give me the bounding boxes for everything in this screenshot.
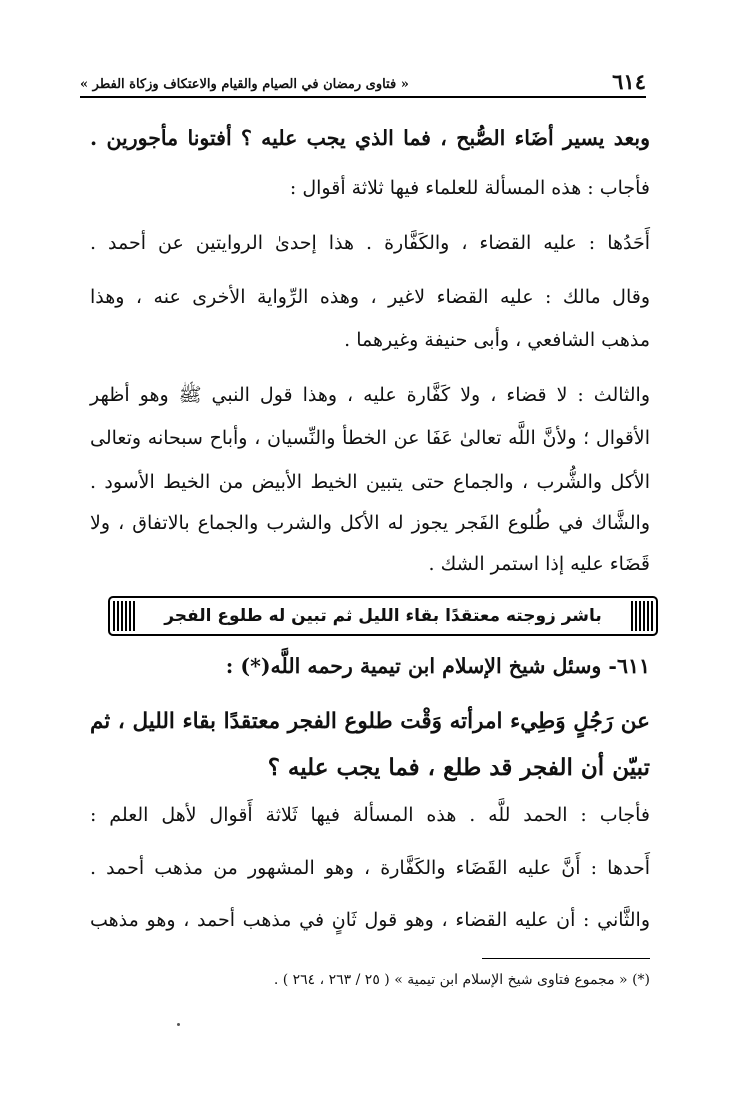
banner-ornament-right [631, 601, 653, 631]
body-line: أَحَدُها : عليه القضاء ، والكَفَّارة . هذا إحدىٰ الروايتين عن أحمد . [90, 232, 650, 254]
body-line: مذهب الشافعي ، وأبى حنيفة وغيرهما . [344, 329, 650, 351]
body-line: وقال مالك : عليه القضاء لاغير ، وهذه الرِّواية الأخرى عنه ، وهذا [90, 286, 650, 308]
question-line: تبيّن أن الفجر قد طلع ، فما يجب عليه ؟ [267, 754, 650, 781]
fatwa-heading: ٦١١- وسئل شيخ الإسلام ابن تيمية رحمه اللَّه(*) : [225, 654, 650, 678]
answer-line: فأجاب : الحمد للَّه . هذه المسألة فيها ثَلاثة أَقوال لأهل العلم : [90, 804, 650, 826]
footnote: (*) « مجموع فتاوى شيخ الإسلام ابن تيمية » ( ٢٥ / ٢٦٣ ، ٢٦٤ ) . [273, 972, 650, 988]
scan-speck [177, 1023, 180, 1026]
body-line: فأجاب : هذه المسألة للعلماء فيها ثلاثة أقوال : [289, 177, 650, 199]
body-line: الأقوال ؛ ولأنَّ اللَّه تعالىٰ عَفَا عن الخطأ والنِّسيان ، وأباح سبحانه وتعالى [90, 427, 650, 449]
banner-title: باشر زوجته معتقدًا بقاء الليل ثم تبين له طلوع الفجر [164, 606, 602, 626]
body-line: والثالث : لا قضاء ، ولا كَفَّارة عليه ، وهذا قول النبي ﷺ وهو أظهر [90, 384, 650, 406]
body-line: الأكل والشُّرب ، والجماع حتى يتبين الخيط الأبيض من الخيط الأسود . [90, 471, 650, 493]
body-line: وبعد يسير أضَاء الصُّبح ، فما الذي يجب عليه ؟ أفتونا مأجورين . [90, 126, 650, 150]
body-line: والشَّاك في طُلوع الفَجر يجوز له الأكل والشرب والجماع بالاتفاق ، ولا [90, 512, 650, 534]
footnote-rule [482, 958, 650, 959]
answer-line: والثَّاني : أن عليه القضاء ، وهو قول ثَانٍ في مذهب أحمد ، وهو مذهب [90, 909, 650, 931]
section-banner [108, 596, 658, 636]
running-title: « فتاوى رمضان في الصيام والقيام والاعتكاف وزكاة الفطر » [80, 77, 409, 92]
body-line: قَضَاء عليه إذا استمر الشك . [428, 553, 650, 575]
question-line: عن رَجُلٍ وَطِيء امرأته وَقْت طلوع الفجر معتقدًا بقاء الليل ، ثم [90, 709, 650, 734]
answer-line: أَحدها : أَنَّ عليه القَضَاء والكَفَّارة ، وهو المشهور من مذهب أحمد . [90, 857, 650, 879]
page-header [80, 66, 646, 98]
page-number: ٦١٤ [612, 69, 646, 94]
banner-ornament-left [113, 601, 135, 631]
